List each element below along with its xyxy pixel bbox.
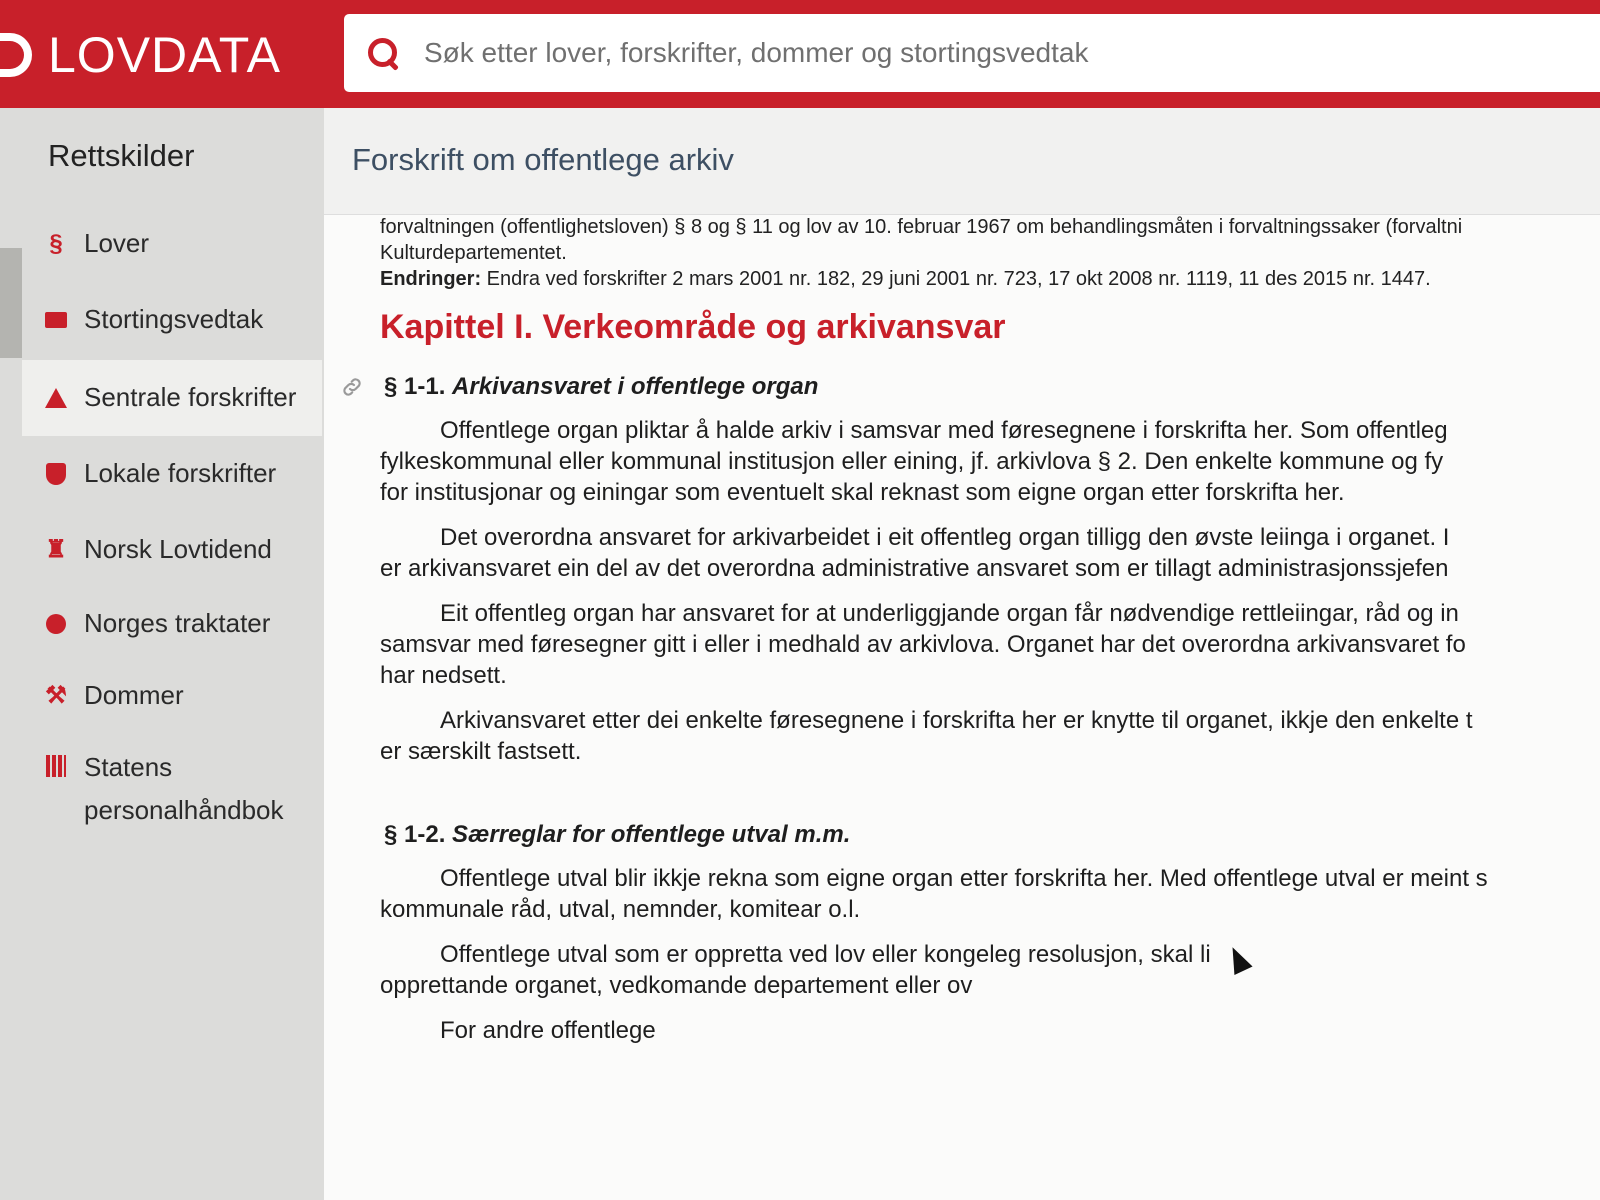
sidebar-item-label: Norsk Lovtidend [84, 534, 272, 565]
sidebar-item-lokale-forskrifter[interactable] [22, 436, 322, 512]
paragraph-line: opprettande organet, vedkomande departement eller ov [380, 972, 973, 999]
sidebar-item-sentrale-forskrifter[interactable] [22, 360, 322, 436]
changes-line [380, 266, 1580, 292]
sidebar-item-label: Lokale forskrifter [84, 458, 277, 489]
section-number: § 1-2. [384, 821, 446, 848]
shield-icon [44, 462, 68, 486]
parliament-icon [44, 308, 68, 332]
sidebar-title: Rettskilder [48, 138, 195, 173]
regulation-icon [44, 386, 68, 410]
top-header [0, 0, 1600, 108]
search-input[interactable] [424, 37, 1524, 69]
paragraph-line: Offentlege organ pliktar å halde arkiv i samsvar med føresegnene i forskrifta her. Som offentleg [440, 417, 1448, 444]
paragraph-line: kommunale råd, utval, nemnder, komitear o.l. [380, 896, 861, 923]
sidebar-item-label: Norges traktater [84, 608, 271, 639]
chapter-title: Kapittel I. Verkeområde og arkivansvar [380, 308, 1006, 346]
paragraph-line: Offentlege utval som er oppretta ved lov eller kongeleg resolusjon, skal li [440, 941, 1211, 968]
paragraph [380, 1015, 1600, 1046]
paragraph [380, 939, 1600, 1001]
paragraph [380, 415, 1600, 508]
paragraph [380, 705, 1600, 767]
meta-line: forvaltningen (offentlighetsloven) § 8 og § 11 og lov av 10. februar 1967 om behandlingsmåten i forvaltningssaker (forvaltni [380, 216, 1463, 238]
paragraph-line: er særskilt fastsett. [380, 738, 582, 765]
section-heading [384, 821, 1580, 849]
sidebar-item-label: Statens personalhåndbok [84, 752, 284, 825]
section-number: § 1-1. [384, 373, 446, 400]
main-content [324, 108, 1600, 1200]
lion-crest-icon: ♜ [45, 536, 67, 563]
section-title: Arkivansvaret i offentlege organ [452, 373, 819, 400]
books-icon [44, 754, 68, 778]
section-gap [380, 781, 1580, 821]
sidebar-item-label: Stortingsvedtak [84, 304, 264, 335]
sidebar-item-statens-personalhandbok[interactable] [22, 736, 322, 846]
paragraph-line: har nedsett. [380, 662, 507, 689]
lovdata-logo-mark [0, 33, 36, 77]
search-bar[interactable] [344, 14, 1600, 92]
paragraph-line: fylkeskommunal eller kommunal institusjon eller eining, jf. arkivlova § 2. Den enkelte kommune og fy [380, 448, 1444, 475]
page-title-bar [324, 108, 1600, 215]
sidebar-item-label: Sentrale forskrifter [84, 382, 297, 413]
link-icon[interactable] [340, 375, 364, 399]
sidebar-item-norsk-lovtidend[interactable] [22, 512, 322, 588]
gavel-icon: ⚒ [45, 682, 67, 709]
lovdata-logo[interactable] [0, 22, 281, 88]
paragraph-line: for institusjonar og einingar som eventuelt skal reknast som eigne organ etter forskrifta her. [380, 479, 1345, 506]
section-sign-icon: § [49, 230, 63, 257]
paragraph-line: er arkivansvaret ein del av det overordna administrative ansvaret som er tillagt administrasjonssjefen [380, 555, 1449, 582]
sidebar-item-label: Lover [84, 228, 150, 259]
paragraph [380, 522, 1600, 584]
paragraph-line: samsvar med føresegner gitt i eller i medhald av arkivlova. Organet har det overordna arkivansvaret fo [380, 631, 1466, 658]
changes-text: Endra ved forskrifter 2 mars 2001 nr. 182, 29 juni 2001 nr. 723, 17 okt 2008 nr. 1119, 11 des 2015 nr. 1447. [481, 268, 1431, 290]
sidebar-item-lover[interactable] [22, 206, 322, 282]
paragraph [380, 863, 1600, 925]
sidebar-item-norges-traktater[interactable] [22, 586, 322, 662]
changes-label: Endringer: [380, 268, 482, 290]
page-title: Forskrift om offentlege arkiv [352, 142, 734, 177]
sidebar-item-stortingsvedtak[interactable] [22, 282, 322, 358]
paragraph-line: Eit offentleg organ har ansvaret for at underliggjande organ får nødvendige rettleiingar, råd og in [440, 600, 1459, 627]
document-body [380, 214, 1580, 1060]
paragraph-line: Arkivansvaret etter dei enkelte føresegnene i forskrifta her er knytte til organet, ikkje den enkelte t [440, 707, 1473, 734]
sidebar-edge [0, 248, 22, 358]
search-icon[interactable] [366, 36, 400, 70]
sidebar-item-dommer[interactable] [22, 658, 322, 734]
sidebar [0, 108, 324, 1200]
globe-icon [44, 612, 68, 636]
section-heading [384, 373, 1580, 401]
paragraph-line: Offentlege utval blir ikkje rekna som eigne organ etter forskrifta her. Med offentlege utval er meint s [440, 865, 1488, 892]
logo-text: LOVDATA [48, 27, 281, 83]
section-title: Særreglar for offentlege utval m.m. [452, 821, 851, 848]
paragraph-line: For andre offentlege [440, 1017, 656, 1044]
paragraph [380, 598, 1600, 691]
sidebar-item-label: Dommer [84, 680, 184, 711]
meta-line: Kulturdepartementet. [380, 242, 567, 264]
paragraph-line: Det overordna ansvaret for arkivarbeidet i eit offentleg organ tilligg den øvste leiinga i organet. I [440, 524, 1450, 551]
